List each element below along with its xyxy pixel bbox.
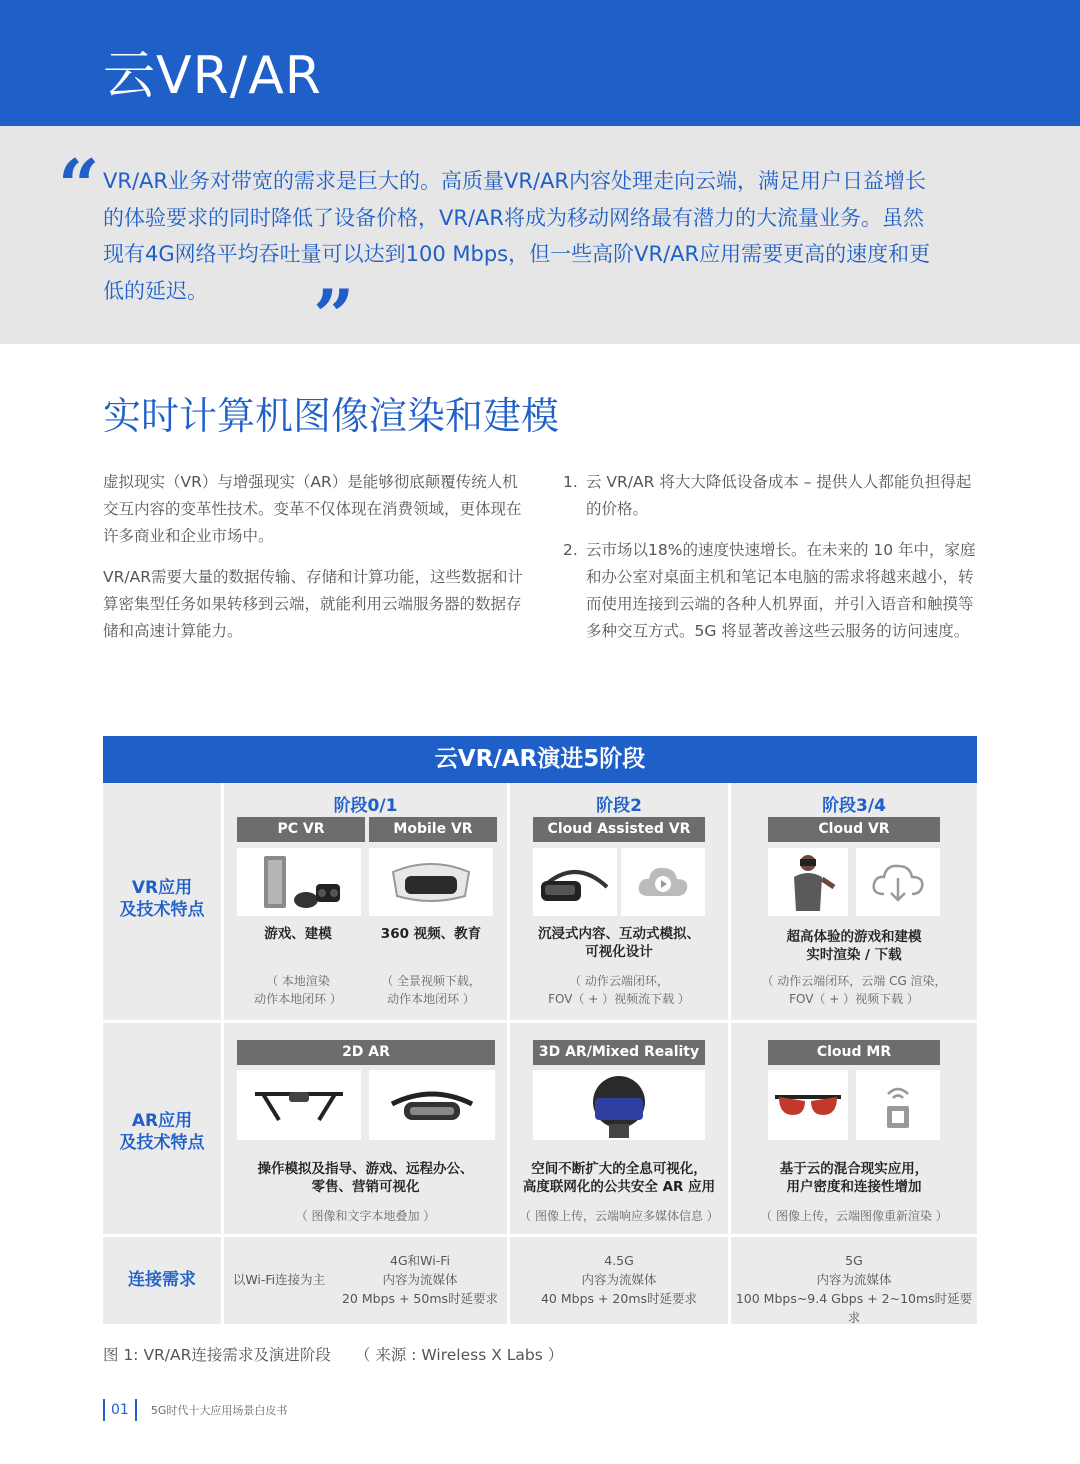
vr-note-cloud-assisted: （ 动作云端闭环， FOV（ + ）视频流下载 ） [548,974,690,1006]
stage-header: 阶段2 [596,796,642,816]
vr-desc-cloud: 超高体验的游戏和建模 实时渲染 / 下载 [786,929,922,963]
tag-mobile-vr: Mobile VR [369,817,497,842]
row-label-ar: AR应用 及技术特点 [119,1111,205,1153]
conn-5g: 5G 内容为流媒体 100 Mbps~9.4 Gbps + 2~10ms时延要求 [735,1253,973,1325]
list-number: 1. [563,473,578,491]
stage-header: 阶段3/4 [822,796,886,816]
table-title: 云VR/AR演进5阶段 [103,736,977,783]
ar-desc-cloud-mr: 基于云的混合现实应用， 用户密度和连接性增加 [779,1161,929,1195]
vr-note-pc: （ 本地渲染 动作本地闭环 ） [254,974,342,1006]
ar-headset-image [369,1070,495,1140]
caption-source: （ 来源 : Wireless X Labs ） [354,1346,564,1364]
divider [728,783,731,1324]
row-label-vr: VR应用 及技术特点 [119,878,205,920]
mixed-reality-headset-image [533,1070,705,1140]
row-label-connectivity: 连接需求 [128,1270,196,1290]
sunglasses-image [768,1070,848,1140]
tag-pc-vr: PC VR [237,817,365,842]
list-item [563,469,983,523]
stage-header: 阶段0/1 [333,796,398,816]
divider [221,783,224,1324]
wireless-chip-icon [856,1070,940,1140]
left-column [103,469,523,659]
ar-note-2d: （ 图像和文字本地叠加 ） [295,1209,436,1223]
open-quote-icon: “ [58,143,100,228]
vr-headset-image [533,848,617,916]
tag-3d-ar-mixed-reality: 3D AR/Mixed Reality [533,1040,705,1065]
header-banner [0,0,1080,126]
ar-note-3d: （ 图像上传，云端响应多媒体信息 ） [519,1209,719,1223]
vr-desc-mobile: 360 视频、教育 [380,926,482,942]
quote-text: VR/AR业务对带宽的需求是巨大的。高质量VR/AR内容处理走向云端，满足用户日益增长的体验要求的同时降低了设备价格，VR/AR将成为移动网络最有潜力的大流量业务。虽然现有4G网络平均吞吐量可以达到100 Mbps，但一些高阶VR/AR应用需要更高的速度和更低的延迟。 [103,169,931,303]
vr-desc-cloud-assisted: 沉浸式内容、互动式模拟、 可视化设计 [538,926,700,960]
divider [103,1020,977,1023]
divider [103,1234,977,1237]
page-number: 01 [111,1402,129,1418]
conn-wifi: 以Wi-Fi连接为主 [232,1272,326,1287]
vr-user-image [768,848,848,916]
ar-note-cloud-mr: （ 图像上传，云端图像重新渲染 ） [760,1209,948,1223]
ar-desc-2d: 操作模拟及指导、游戏、远程办公、 零售、营销可视化 [257,1161,474,1195]
conn-4g: 4G和Wi-Fi 内容为流媒体 20 Mbps + 50ms时延要求 [341,1253,499,1306]
mobile-vr-headset-image [369,848,493,916]
list-text: 云 VR/AR 将大大降低设备成本 – 提供人人都能负担得起的价格。 [586,473,972,518]
ar-desc-3d: 空间不断扩大的全息可视化， 高度联网化的公共安全 AR 应用 [522,1161,716,1195]
cloud-download-icon [856,848,940,916]
caption-label: 图 1: VR/AR连接需求及演进阶段 [103,1346,331,1364]
section-title: 实时计算机图像渲染和建模 [103,394,560,438]
page-title: 云VR/AR [103,46,322,106]
vr-note-cloud: （ 动作云端闭环，云端 CG 渲染， FOV（ + ）视频下载 ） [761,974,947,1006]
figure-caption [103,1343,563,1365]
close-quote-icon: ” [313,273,355,358]
pc-vr-image [237,848,361,916]
list-item [563,537,983,645]
cloud-play-icon [621,848,705,916]
list-text: 云市场以18%的速度快速增长。在未来的 10 年中，家庭和办公室对桌面主机和笔记本电脑的需求将越来越小，转而使用连接到云端的各种人机界面，并引入语音和触摸等多种交互方式。5G 将显著改善这些云服务的访问速度。 [586,541,976,640]
footer [103,1398,287,1422]
list-number: 2. [563,541,578,559]
divider [507,783,510,1324]
vr-note-mobile: （ 全景视频下载， 动作本地闭环 ） [381,974,481,1006]
paragraph: VR/AR需要大量的数据传输、存储和计算功能，这些数据和计算密集型任务如果转移到云端，就能利用云端服务器的数据存储和高速计算能力。 [103,568,523,640]
conn-4-5g: 4.5G 内容为流媒体 40 Mbps + 20ms时延要求 [540,1253,698,1306]
footer-title: 5G时代十大应用场景白皮书 [150,1404,288,1417]
tag-2d-ar: 2D AR [237,1040,495,1065]
tag-cloud-vr: Cloud VR [768,817,940,842]
tag-cloud-assisted-vr: Cloud Assisted VR [533,817,705,842]
tag-cloud-mr: Cloud MR [768,1040,940,1065]
vr-desc-pc: 游戏、建模 [264,926,332,942]
right-column [563,469,983,659]
paragraph: 虚拟现实（VR）与增强现实（AR）是能够彻底颠覆传统人机交互内容的变革性技术。变革不仅体现在消费领域，更体现在许多商业和企业市场中。 [103,473,522,545]
evolution-table [103,736,977,1324]
smart-glasses-image [237,1070,361,1140]
